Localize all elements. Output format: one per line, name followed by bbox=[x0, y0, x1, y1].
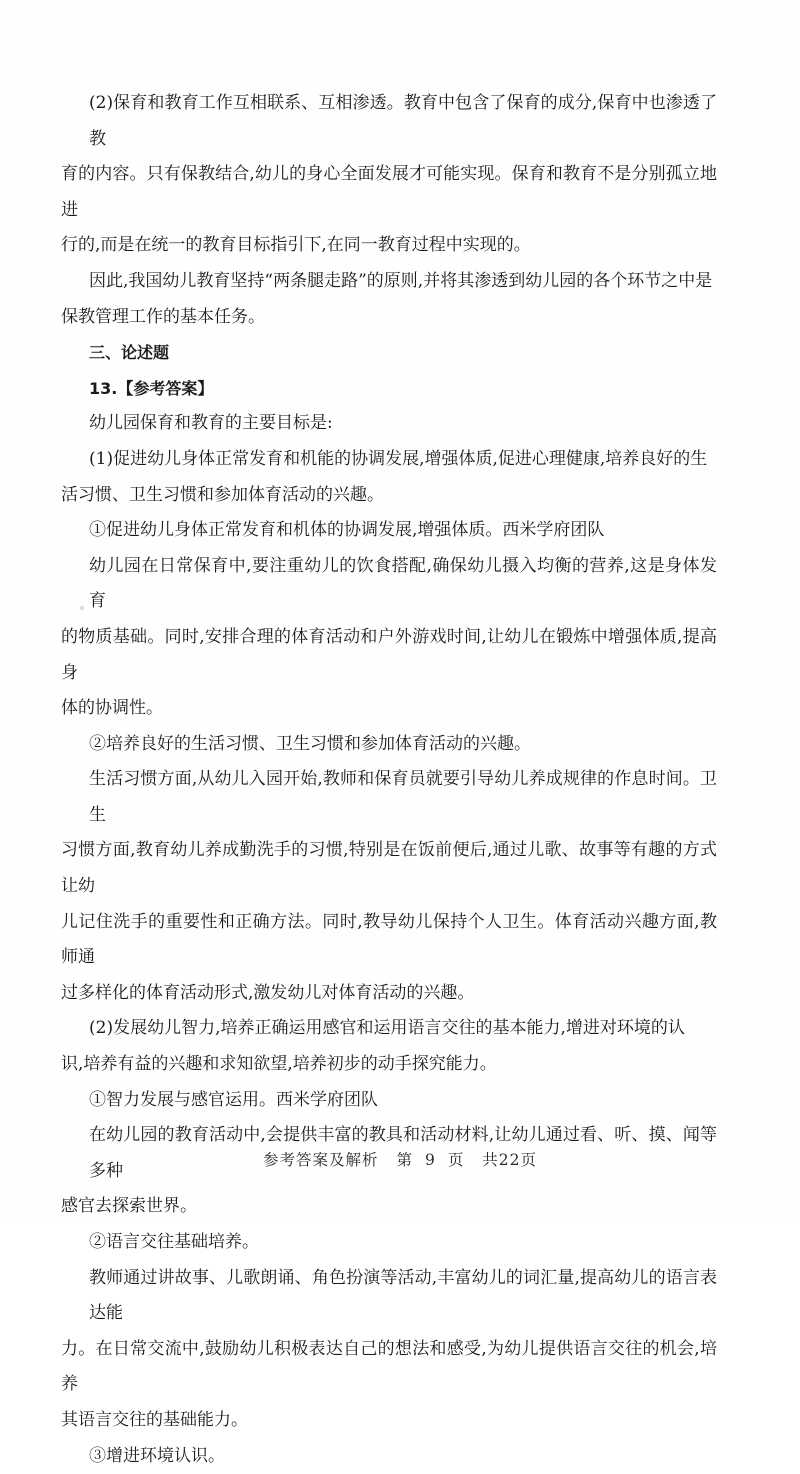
text-line: 感官去探索世界。 bbox=[61, 1196, 197, 1217]
subpoint-2-1 bbox=[89, 1083, 717, 1119]
text-line: 因此,我国幼儿教育坚持“两条腿走路”的原则,并将其渗透到幼儿园的各个环节之中是 bbox=[89, 270, 713, 291]
paragraph-language bbox=[61, 1261, 717, 1439]
paragraph-goal-1 bbox=[61, 442, 717, 513]
text-line: ②语言交往基础培养。 bbox=[89, 1232, 259, 1252]
answer-label: 13.【参考答案】 bbox=[89, 378, 214, 398]
document-body bbox=[61, 86, 717, 1474]
subpoint-2-2 bbox=[89, 1225, 717, 1261]
text-line: 幼儿园保育和教育的主要目标是: bbox=[89, 413, 333, 434]
paragraph-goal-2 bbox=[61, 1011, 717, 1082]
text-line: 识,培养有益的兴趣和求知欲望,培养初步的动手探究能力。 bbox=[61, 1054, 497, 1075]
paragraph-nutrition bbox=[61, 549, 717, 727]
text-line: (1)促进幼儿身体正常发育和机能的协调发展,增强体质,促进心理健康,培养良好的生 bbox=[89, 448, 708, 469]
question-label bbox=[89, 371, 717, 407]
subpoint-1-1 bbox=[89, 513, 717, 549]
subpoint-1-2 bbox=[89, 727, 717, 763]
text-line: 幼儿园在日常保育中,要注重幼儿的饮食搭配,确保幼儿摄入均衡的营养,这是身体发育 bbox=[89, 555, 717, 612]
scan-speck bbox=[80, 606, 84, 610]
section-title: 三、论述题 bbox=[89, 343, 170, 363]
paragraph-habits bbox=[61, 762, 717, 1011]
paragraph-intro bbox=[89, 406, 717, 442]
footer-page-prefix: 第 bbox=[396, 1151, 413, 1169]
page-footer bbox=[0, 1148, 800, 1170]
text-line: 活习惯、卫生习惯和参加体育活动的兴趣。 bbox=[61, 484, 384, 505]
text-line: 教师通过讲故事、儿歌朗诵、角色扮演等活动,丰富幼儿的词汇量,提高幼儿的语言表达能 bbox=[89, 1267, 717, 1324]
paragraph-senses bbox=[61, 1118, 717, 1225]
text-line: ②培养良好的生活习惯、卫生习惯和参加体育活动的兴趣。 bbox=[89, 733, 531, 754]
text-line: ①促进幼儿身体正常发育和机体的协调发展,增强体质。西米学府团队 bbox=[89, 520, 605, 541]
text-line: 其语言交往的基础能力。 bbox=[61, 1409, 248, 1430]
footer-page-number: 9 bbox=[424, 1151, 436, 1169]
text-line: ①智力发展与感官运用。西米学府团队 bbox=[89, 1089, 378, 1110]
text-line: 育的内容。只有保教结合,幼儿的身心全面发展才可能实现。保育和教育不是分别孤立地进 bbox=[61, 164, 717, 220]
paragraph-conclusion bbox=[61, 264, 717, 335]
text-line: 保教管理工作的基本任务。 bbox=[61, 306, 265, 327]
text-line: 体的协调性。 bbox=[61, 698, 163, 719]
text-line: (2)保育和教育工作互相联系、互相渗透。教育中包含了保育的成分,保育中也渗透了教 bbox=[89, 93, 717, 149]
section-heading bbox=[89, 335, 717, 371]
text-line: ③增进环境认识。 bbox=[89, 1445, 225, 1466]
subpoint-2-3 bbox=[89, 1439, 717, 1474]
text-line: 儿记住洗手的重要性和正确方法。同时,教导幼儿保持个人卫生。体育活动兴趣方面,教师通 bbox=[61, 911, 717, 968]
paragraph-care-education-link bbox=[61, 86, 717, 264]
text-line: 的物质基础。同时,安排合理的体育活动和户外游戏时间,让幼儿在锻炼中增强体质,提高身 bbox=[61, 626, 717, 683]
text-line: 习惯方面,教育幼儿养成勤洗手的习惯,特别是在饭前便后,通过儿歌、故事等有趣的方式让幼 bbox=[61, 840, 717, 897]
text-line: 力。在日常交流中,鼓励幼儿积极表达自己的想法和感受,为幼儿提供语言交往的机会,培养 bbox=[61, 1338, 717, 1395]
footer-page-suffix: 页 bbox=[447, 1151, 465, 1169]
text-line: 过多样化的体育活动形式,激发幼儿对体育活动的兴趣。 bbox=[61, 982, 475, 1003]
text-line: (2)发展幼儿智力,培养正确运用感官和运用语言交往的基本能力,增进对环境的认 bbox=[89, 1018, 685, 1039]
footer-total-pages: 共22页 bbox=[482, 1151, 538, 1169]
text-line: 生活习惯方面,从幼儿入园开始,教师和保育员就要引导幼儿养成规律的作息时间。卫生 bbox=[89, 769, 717, 825]
footer-title: 参考答案及解析 bbox=[262, 1151, 379, 1169]
text-line: 在幼儿园的教育活动中,会提供丰富的教具和活动材料,让幼儿通过看、听、摸、闻等多种 bbox=[89, 1125, 717, 1181]
text-line: 行的,而是在统一的教育目标指引下,在同一教育过程中实现的。 bbox=[61, 235, 531, 256]
